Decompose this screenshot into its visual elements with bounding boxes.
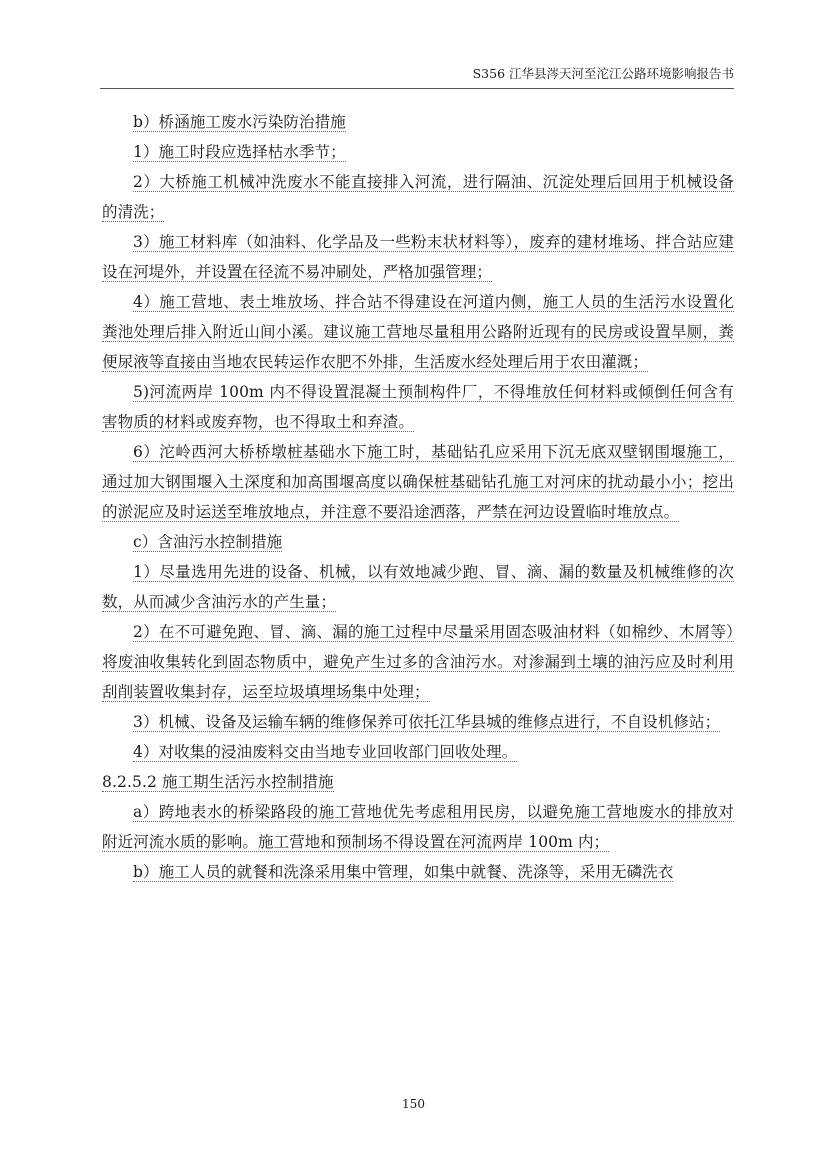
list-item-11: a）跨地表水的桥梁路段的施工营地优先考虑租用民房，以避免施工营地废水的排放对附近河流水质的影响。施工营地和预制场不得设置在河流两岸 100m 内； — [102, 803, 734, 851]
list-item-3: 3）施工材料库（如油料、化学品及一些粉末状材料等），废弃的建材堆场、拌合站应建设在河堤外，并设置在径流不易冲刷处，严格加强管理； — [102, 233, 734, 281]
running-header: S356 江华县涔天河至沱江公路环境影响报告书 — [472, 66, 734, 81]
document-body — [102, 107, 734, 887]
list-item-2: 2）大桥施工机械冲洗废水不能直接排入河流，进行隔油、沉淀处理后回用于机械设备的清洗； — [102, 173, 734, 221]
list-item-9: 3）机械、设备及运输车辆的维修保养可依托江华县城的维修点进行，不自设机修站； — [133, 713, 721, 731]
list-item-8: 2）在不可避免跑、冒、滴、漏的施工过程中尽量采用固态吸油材料（如棉纱、木屑等）将废油收集转化到固态物质中，避免产生过多的含油污水。对渗漏到土壤的油污应及时利用刮削装置收集封存，运至垃圾填埋场集中处理； — [102, 623, 734, 701]
section-heading-8-2-5-2: 8.2.5.2 施工期生活污水控制措施 — [102, 773, 334, 791]
page-number: 150 — [402, 1097, 425, 1111]
list-item-6: 6）沱岭西河大桥桥墩桩基础水下施工时，基础钻孔应采用下沉无底双壁钢围堰施工，通过加大钢围堰入土深度和加高围堰高度以确保桩基础钻孔施工对河床的扰动最小小；挖出的淤泥应及时运送至堆放地点，并注意不要沿途洒落，严禁在河边设置临时堆放点。 — [102, 443, 734, 521]
list-item-10: 4）对收集的浸油废料交由当地专业回收部门回收处理。 — [133, 743, 518, 761]
heading-oily-wastewater: c）含油污水控制措施 — [133, 533, 283, 551]
list-item-5: 5)河流两岸 100m 内不得设置混凝土预制构件厂，不得堆放任何材料或倾倒任何含有害物质的材料或废弃物，也不得取土和弃渣。 — [102, 383, 734, 431]
list-item-12: b）施工人员的就餐和洗涤采用集中管理，如集中就餐、洗涤等，采用无磷洗衣 — [133, 863, 674, 881]
heading-bridge-wastewater: b）桥涵施工废水污染防治措施 — [133, 113, 346, 131]
list-item-1: 1）施工时段应选择枯水季节； — [133, 143, 346, 161]
header-rule — [100, 88, 734, 89]
list-item-4: 4）施工营地、表土堆放场、拌合站不得建设在河道内侧，施工人员的生活污水设置化粪池处理后排入附近山间小溪。建议施工营地尽量租用公路附近现有的民房或设置旱厕，粪便尿液等直接由当地农民转运作农肥不外排，生活废水经处理后用于农田灌溉； — [102, 293, 734, 371]
list-item-7: 1）尽量选用先进的设备、机械，以有效地减少跑、冒、滴、漏的数量及机械维修的次数，从而减少含油污水的产生量； — [102, 563, 734, 611]
